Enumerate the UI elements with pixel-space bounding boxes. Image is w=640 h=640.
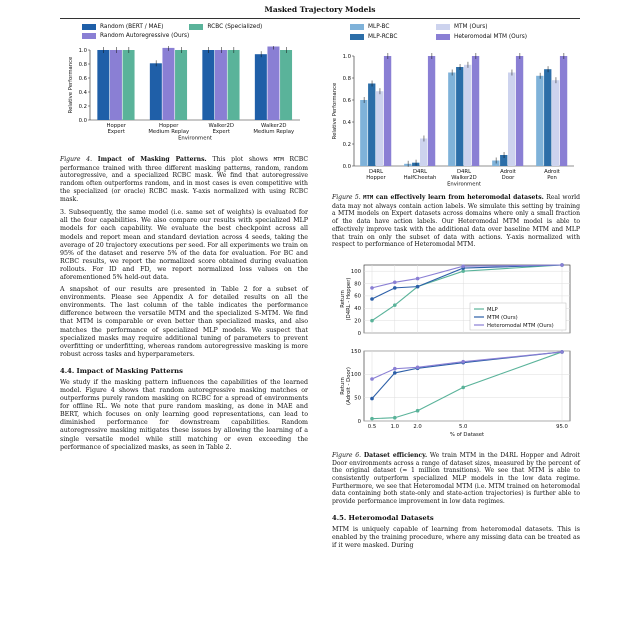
legend-swatch <box>82 24 96 30</box>
fig5-bar-chart <box>332 52 580 192</box>
caption-title: can effectively learn from heteromodal datasets. <box>375 194 544 201</box>
paragraph: A snapshot of our results are presented in Table 2 for a subset of environments. Please see Appendix A for detailed results on all the environments. The last column of the table indicates the performance difference between the versatile MTM and the specialized S-MTM. We find that MTM is comparable or even better than specialized masks, and also matches the performance of specialized MLP models. We suspect that specialized masks may require additional tuning of parameters to prevent overfitting or underfitting, whereas random autoregressive masking is more robust across tasks and hyperparameters. <box>60 286 308 358</box>
series-line <box>372 352 562 399</box>
y-tick-label: 100 <box>350 268 361 275</box>
data-point <box>416 285 420 289</box>
bar <box>428 56 435 166</box>
y-tick-label: 0 <box>357 330 361 337</box>
bar <box>544 69 551 166</box>
bar <box>404 164 411 166</box>
figure-5 <box>332 24 580 192</box>
bar <box>202 50 214 120</box>
bar <box>97 50 109 120</box>
legend-label: Random Autoregressive (Ours) <box>100 33 190 39</box>
data-point <box>393 280 397 284</box>
data-point <box>416 277 420 281</box>
x-tick-label: Expert <box>107 129 125 135</box>
caption-label: Figure 5. <box>332 194 361 201</box>
y-tick-label: 150 <box>350 348 361 355</box>
data-point <box>370 319 374 323</box>
x-axis-label: Environment <box>178 135 212 142</box>
fig4-legend-item-rcbc <box>189 24 262 30</box>
legend-label: RCBC (Specialized) <box>207 24 263 30</box>
caption-text: We train MTM in the D4RL Hopper and Adroit Door environments across a range of dataset sizes, measured by the percent of the original dataset (≈ 1 million transitions). We see that MTM is able to consistently outperform specialized MLP models in the low data regime. Furthermore, we see that Heteromodal MTM (i.e. MTM trained on heteromodal data containing both state-only and state-action trajectories) is further able to provide performance improvement in low data regimes. <box>332 451 581 506</box>
data-point <box>370 297 374 301</box>
caption-label: Figure 4. <box>60 156 93 163</box>
bar <box>536 76 543 166</box>
fig5-legend-item-mlp-rcbc <box>350 34 420 40</box>
y-tick-label: 0.6 <box>342 97 351 104</box>
y-tick-label: 0.2 <box>78 103 87 110</box>
y-tick-label: 0.4 <box>78 89 87 96</box>
x-tick-label: Medium Replay <box>148 129 190 135</box>
bar <box>110 50 122 120</box>
bar <box>123 50 135 120</box>
x-tick-label: Walker2D <box>208 123 234 129</box>
bar <box>267 47 279 121</box>
fig5-legend-item-mlp-bc <box>350 24 420 30</box>
bar <box>384 56 391 166</box>
data-point <box>461 386 465 390</box>
data-point <box>560 263 564 267</box>
x-axis-label: % of Dataset <box>449 431 485 438</box>
y-axis-label: Return <box>340 290 346 308</box>
bar <box>228 50 240 120</box>
bar <box>175 50 187 120</box>
x-tick-label: Hopper <box>159 123 179 129</box>
bar <box>150 63 162 120</box>
data-point <box>393 371 397 375</box>
x-tick-label: Expert <box>212 129 230 135</box>
x-tick-label: Medium Replay <box>253 129 295 135</box>
bar <box>255 54 267 120</box>
legend-label: MLP <box>487 306 498 313</box>
bar <box>472 56 479 166</box>
x-tick-label: Hopper <box>106 123 126 129</box>
x-tick-label: 1.0 <box>390 423 400 430</box>
y-axis-label: (D4RL - Hopper) <box>346 277 352 321</box>
y-tick-label: 1.0 <box>78 47 87 54</box>
y-tick-label: 0.0 <box>342 163 351 170</box>
fig4-legend-item-random <box>82 24 163 30</box>
caption-text: RCBC performance trained with three different masking patterns, random, random autoregressive, and a specialized RCBC mask. We find that autoregressive random often outperforms random, and in most cases is even competitive with the specialized (or oracle) RCBC mask. Y-axis normalized with using RCBC mask. <box>60 156 309 203</box>
y-axis-label: Relative Performance <box>68 56 74 114</box>
fig6-line-charts <box>332 255 580 450</box>
legend-label: Random (BERT / MAE) <box>100 24 164 30</box>
bar <box>368 84 375 167</box>
figure-4 <box>60 24 308 154</box>
fig5-legend-item-heteromodal <box>436 34 527 40</box>
fig4-caption <box>60 156 308 203</box>
data-point <box>393 303 397 307</box>
x-tick-label: 95.0 <box>556 423 568 430</box>
x-tick-label: Door <box>501 175 515 181</box>
bar <box>280 50 292 120</box>
bar <box>464 65 471 166</box>
x-tick-label: Pen <box>547 175 557 181</box>
x-tick-label: HalfCheetah <box>403 175 437 181</box>
x-tick-label: 5.0 <box>458 423 468 430</box>
section-heading: 4.5. Heteromodal Datasets <box>332 513 434 522</box>
x-axis-label: Environment <box>447 181 481 188</box>
paragraph: 3. Subsequently, the same model (i.e. same set of weights) is evaluated for all the four capabilities. We also compare our results with specialized MLP models for each capability. We evaluate the best checkpoint across all models and report mean and standard deviation across 4 seeds, taking the average of 20 trajectory executions per seed. For all experiments we train on 95% of the dataset and reserve 5% of the data for evaluation. For BC and RCBC results, we report the normalized score obtained during evaluation rollouts. For ID and FD, we report normalized loss values on the aforementioned 5% held-out data. <box>60 209 308 281</box>
data-point <box>461 360 465 364</box>
running-header: Masked Trajectory Models <box>60 2 580 19</box>
bar <box>215 50 227 120</box>
bar <box>492 161 499 167</box>
legend-label: MTM (Ours) <box>454 24 488 30</box>
bar <box>162 48 174 120</box>
fig5-legend <box>350 24 576 40</box>
left-column <box>60 24 308 456</box>
section-heading: 4.4. Impact of Masking Patterns <box>60 366 183 375</box>
legend-swatch <box>436 34 450 40</box>
data-point <box>461 264 465 268</box>
y-tick-label: 60 <box>354 293 361 300</box>
legend-swatch <box>436 24 450 30</box>
y-tick-label: 0.4 <box>342 119 351 126</box>
right-column <box>332 24 580 554</box>
series-line <box>372 352 562 379</box>
y-tick-label: 80 <box>354 281 361 288</box>
y-tick-label: 0.6 <box>78 75 87 82</box>
data-point <box>370 377 374 381</box>
fig6-caption <box>332 452 580 506</box>
y-tick-label: 40 <box>354 305 361 312</box>
y-tick-label: 0.8 <box>78 61 87 68</box>
data-point <box>393 367 397 371</box>
bar <box>552 80 559 166</box>
x-tick-label: Walker2D <box>261 123 287 129</box>
legend-swatch <box>350 24 364 30</box>
bar <box>376 91 383 166</box>
x-tick-label: Adroit <box>544 169 560 175</box>
legend-label: Heteromodal MTM (Ours) <box>487 322 554 329</box>
bar <box>508 73 515 167</box>
caption-title: Impact of Masking Patterns. <box>97 156 207 163</box>
legend-swatch <box>189 24 203 30</box>
bar <box>560 56 567 166</box>
data-point <box>393 416 397 420</box>
y-tick-label: 0.8 <box>342 75 351 82</box>
bar <box>500 155 507 166</box>
bar <box>412 163 419 166</box>
caption-mtm: MTM <box>273 157 284 163</box>
bar <box>456 67 463 166</box>
fig5-caption <box>332 194 580 249</box>
fig4-legend-item-autoregressive <box>82 33 302 39</box>
bar <box>516 56 523 166</box>
legend-label: MTM (Ours) <box>487 314 518 321</box>
data-point <box>416 365 420 369</box>
legend-label: Heteromodal MTM (Ours) <box>454 34 527 40</box>
y-axis-label: Relative Performance <box>332 82 338 140</box>
caption-title: Dataset efficiency. <box>363 451 428 459</box>
x-tick-label: D4RL <box>456 169 472 175</box>
x-tick-label: 2.0 <box>413 423 422 430</box>
data-point <box>370 397 374 401</box>
fig4-legend <box>82 24 302 39</box>
paragraph: MTM is uniquely capable of learning from heteromodal datasets. This is enabled by the training procedure, where any missing data can be treated as if it were masked. During <box>332 525 580 550</box>
caption-text: Real world data may not always contain action labels. We simulate this setting by training a MTM models on Expert datasets across domains where only a small fraction of the data have action labels. Our Heteromodal MTM model is able to effectively improve task with the additional data over baseline MTM and MLP that train on only the subset of data with actions. Y-axis normalized with respect to performance of Heteromodal MTM. <box>332 194 581 249</box>
x-tick-label: D4RL <box>412 169 428 175</box>
fig5-legend-item-mtm <box>436 24 488 30</box>
y-axis-label: Return <box>340 377 346 395</box>
x-tick-label: Adroit <box>500 169 516 175</box>
legend-swatch <box>350 34 364 40</box>
bar <box>360 100 367 166</box>
y-axis-label: (Adroit - Door) <box>346 366 352 405</box>
y-tick-label: 0 <box>357 418 361 425</box>
caption-mtm: MTM <box>363 195 374 201</box>
legend-swatch <box>82 33 96 39</box>
caption-text: This plot shows <box>212 156 268 163</box>
x-tick-label: Walker2D <box>451 175 477 181</box>
data-point <box>370 286 374 290</box>
figure-6 <box>332 255 580 450</box>
caption-label: Figure 6. <box>332 451 362 459</box>
y-tick-label: 100 <box>350 372 361 379</box>
paragraph: We study if the masking pattern influences the capabilities of the learned model. Figure 4 shows that random autoregressive masking matches or outperforms purely random masking on RCBC for a spread of environments for offline RL. We note that pure random masking, as done in MAE and BERT, which focuses on only learning good representations, can lead to diminished performance for downstream capabilities. Random autoregressive masking mitigates these issues by allowing the learning of a single versatile model while still matching or even exceeding the performance of specialized masks, as seen in Table 2. <box>60 378 308 451</box>
y-tick-label: 20 <box>354 318 361 325</box>
y-tick-label: 0.0 <box>78 117 87 124</box>
data-point <box>393 286 397 290</box>
x-tick-label: Hopper <box>366 175 386 181</box>
data-point <box>461 269 465 273</box>
bar <box>448 73 455 167</box>
y-tick-label: 0.2 <box>342 141 351 148</box>
bar <box>420 139 427 167</box>
y-tick-label: 50 <box>354 395 361 402</box>
legend-label: MLP-BC <box>368 24 390 30</box>
fig4-bar-chart <box>60 46 308 156</box>
y-tick-label: 1.0 <box>342 53 351 60</box>
data-point <box>560 350 564 354</box>
legend-label: MLP-RCBC <box>368 34 398 40</box>
data-point <box>370 417 374 421</box>
series-line <box>372 265 562 299</box>
x-tick-label: D4RL <box>368 169 384 175</box>
data-point <box>416 409 420 413</box>
x-tick-label: 0.5 <box>367 423 377 430</box>
